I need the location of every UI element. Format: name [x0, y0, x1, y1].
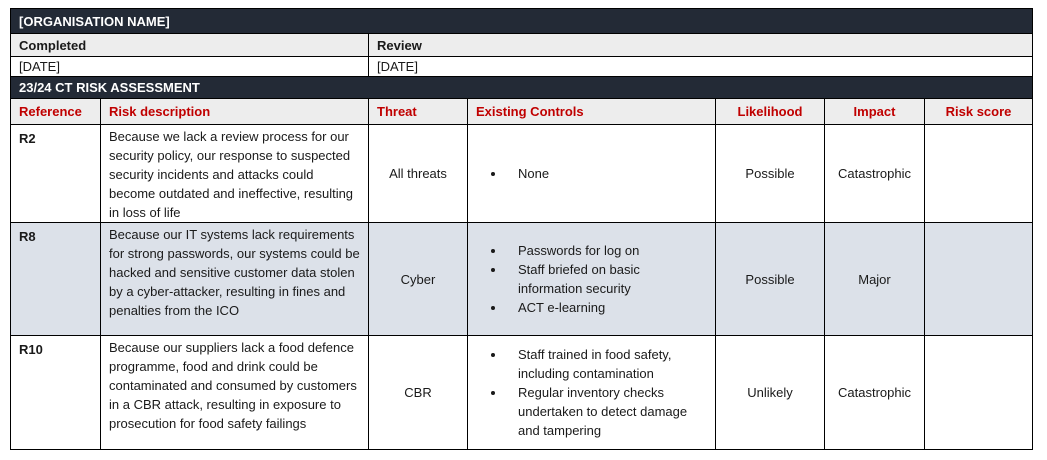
- description-cell: Because our IT systems lack requirements for strong passwords, our systems could be hacked and sensitive customer data stolen by a cyber-attacker, resulting in fines and penalties from the ICO: [101, 223, 369, 336]
- impact-cell: Catastrophic: [825, 336, 925, 450]
- column-header-row: [11, 99, 1033, 125]
- control-item: • ACT e-learning: [506, 298, 707, 317]
- likelihood-cell: Possible: [716, 223, 825, 336]
- controls-list: [476, 241, 707, 317]
- likelihood-cell: Unlikely: [716, 336, 825, 450]
- table-row: [11, 223, 1033, 336]
- dates-value-row: [11, 57, 1033, 77]
- risk-assessment-table: [10, 8, 1033, 450]
- control-item: • Regular inventory checks undertaken to detect damage and tampering: [506, 383, 707, 440]
- completed-label: Completed: [11, 34, 369, 57]
- controls-list: [476, 164, 707, 183]
- col-risk-score: Risk score: [925, 99, 1033, 125]
- reference-cell: R2: [11, 125, 101, 223]
- controls-cell: [468, 125, 716, 223]
- threat-cell: All threats: [369, 125, 468, 223]
- col-impact: Impact: [825, 99, 925, 125]
- threat-cell: CBR: [369, 336, 468, 450]
- threat-cell: Cyber: [369, 223, 468, 336]
- control-item: • Staff trained in food safety, including contamination: [506, 345, 707, 383]
- reference-cell: R8: [11, 223, 101, 336]
- controls-cell: [468, 223, 716, 336]
- description-cell: Because we lack a review process for our security policy, our response to suspected security incidents and attacks could become outdated and ineffective, resulting in loss of life: [101, 125, 369, 223]
- org-row: [11, 9, 1033, 34]
- reference-cell: R10: [11, 336, 101, 450]
- controls-cell: [468, 336, 716, 450]
- likelihood-cell: Possible: [716, 125, 825, 223]
- col-risk-description: Risk description: [101, 99, 369, 125]
- org-name: [ORGANISATION NAME]: [11, 9, 1033, 34]
- review-date: [DATE]: [369, 57, 1033, 77]
- completed-date: [DATE]: [11, 57, 369, 77]
- control-item: • Passwords for log on: [506, 241, 707, 260]
- dates-label-row: [11, 34, 1033, 57]
- control-item: • None: [506, 164, 707, 183]
- risk-score-cell: [925, 223, 1033, 336]
- review-label: Review: [369, 34, 1033, 57]
- col-existing-controls: Existing Controls: [468, 99, 716, 125]
- table-row: [11, 125, 1033, 223]
- section-title: 23/24 CT RISK ASSESSMENT: [11, 77, 1033, 99]
- impact-cell: Major: [825, 223, 925, 336]
- col-threat: Threat: [369, 99, 468, 125]
- col-likelihood: Likelihood: [716, 99, 825, 125]
- description-cell: Because our suppliers lack a food defence programme, food and drink could be contaminated and consumed by customers in a CBR attack, resulting in exposure to prosecution for food safety failings: [101, 336, 369, 450]
- control-item: • Staff briefed on basic information security: [506, 260, 707, 298]
- table-row: [11, 336, 1033, 450]
- col-reference: Reference: [11, 99, 101, 125]
- section-row: [11, 77, 1033, 99]
- risk-score-cell: [925, 336, 1033, 450]
- controls-list: [476, 345, 707, 440]
- risk-score-cell: [925, 125, 1033, 223]
- impact-cell: Catastrophic: [825, 125, 925, 223]
